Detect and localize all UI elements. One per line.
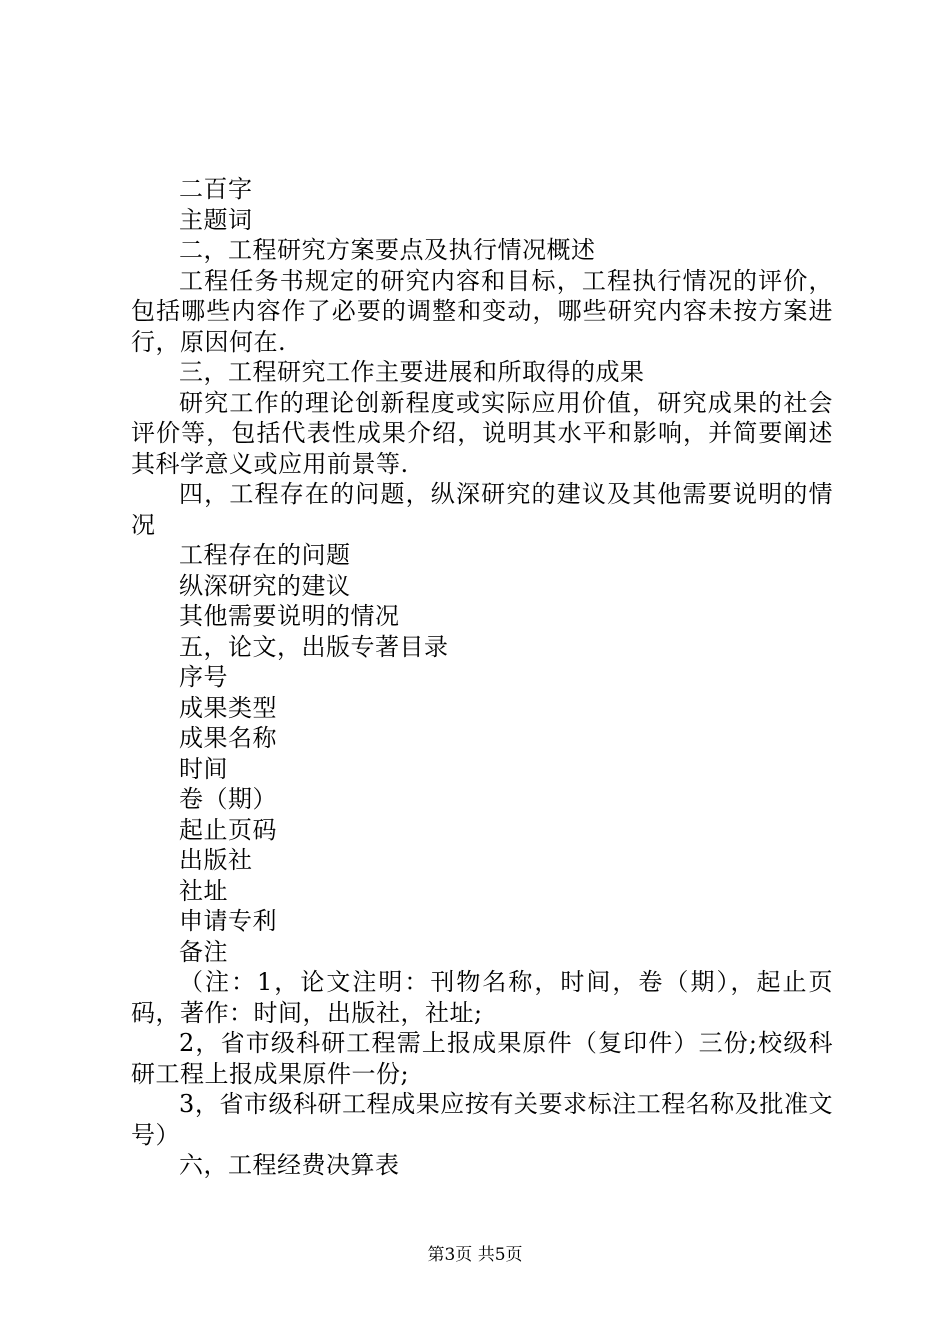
- note-paragraph: （注：1，论文注明：刊物名称，时间，卷（期），起止页码，著作：时间，出版社，社址;: [131, 968, 833, 1027]
- paragraph: 其他需要说明的情况: [179, 602, 400, 630]
- paragraph: 纵深研究的建议: [179, 571, 351, 600]
- paragraph: 工程存在的问题: [179, 541, 351, 569]
- list-item: 申请专利: [179, 907, 277, 935]
- paragraph: 工程任务书规定的研究内容和目标，工程执行情况的评价，包括哪些内容作了必要的调整和变动，哪些研究内容未按方案进行，原因何在.: [131, 266, 833, 356]
- section-heading: 五，论文，出版专著目录: [179, 632, 449, 661]
- paragraph: 二百字: [179, 175, 253, 203]
- list-item: 社址: [179, 876, 228, 905]
- note-paragraph: 3，省市级科研工程成果应按有关要求标注工程名称及批准文号）: [131, 1090, 833, 1149]
- paragraph: 研究工作的理论创新程度或实际应用价值，研究成果的社会评价等，包括代表性成果介绍，说明其水平和影响，并简要阐述其科学意义或应用前景等.: [131, 388, 833, 478]
- section-heading: 二，工程研究方案要点及执行情况概述: [179, 236, 596, 264]
- section-heading: 四，工程存在的问题，纵深研究的建议及其他需要说明的情况: [131, 480, 833, 539]
- list-item: 序号: [179, 663, 228, 691]
- list-item: 卷（期）: [179, 785, 277, 813]
- list-item: 出版社: [179, 846, 253, 874]
- section-heading: 六，工程经费决算表: [179, 1151, 400, 1179]
- list-item: 起止页码: [179, 815, 277, 844]
- list-item: 成果名称: [179, 724, 277, 752]
- page-footer: 第3页 共5页: [427, 1245, 523, 1265]
- list-item: 成果类型: [179, 693, 277, 722]
- document-body: [131, 174, 833, 1181]
- section-heading: 三，工程研究工作主要进展和所取得的成果: [179, 358, 645, 386]
- paragraph: 主题词: [179, 205, 253, 234]
- note-paragraph: 2，省市级科研工程需上报成果原件（复印件）三份;校级科研工程上报成果原件一份;: [131, 1029, 833, 1088]
- list-item: 备注: [179, 937, 228, 966]
- list-item: 时间: [179, 754, 228, 783]
